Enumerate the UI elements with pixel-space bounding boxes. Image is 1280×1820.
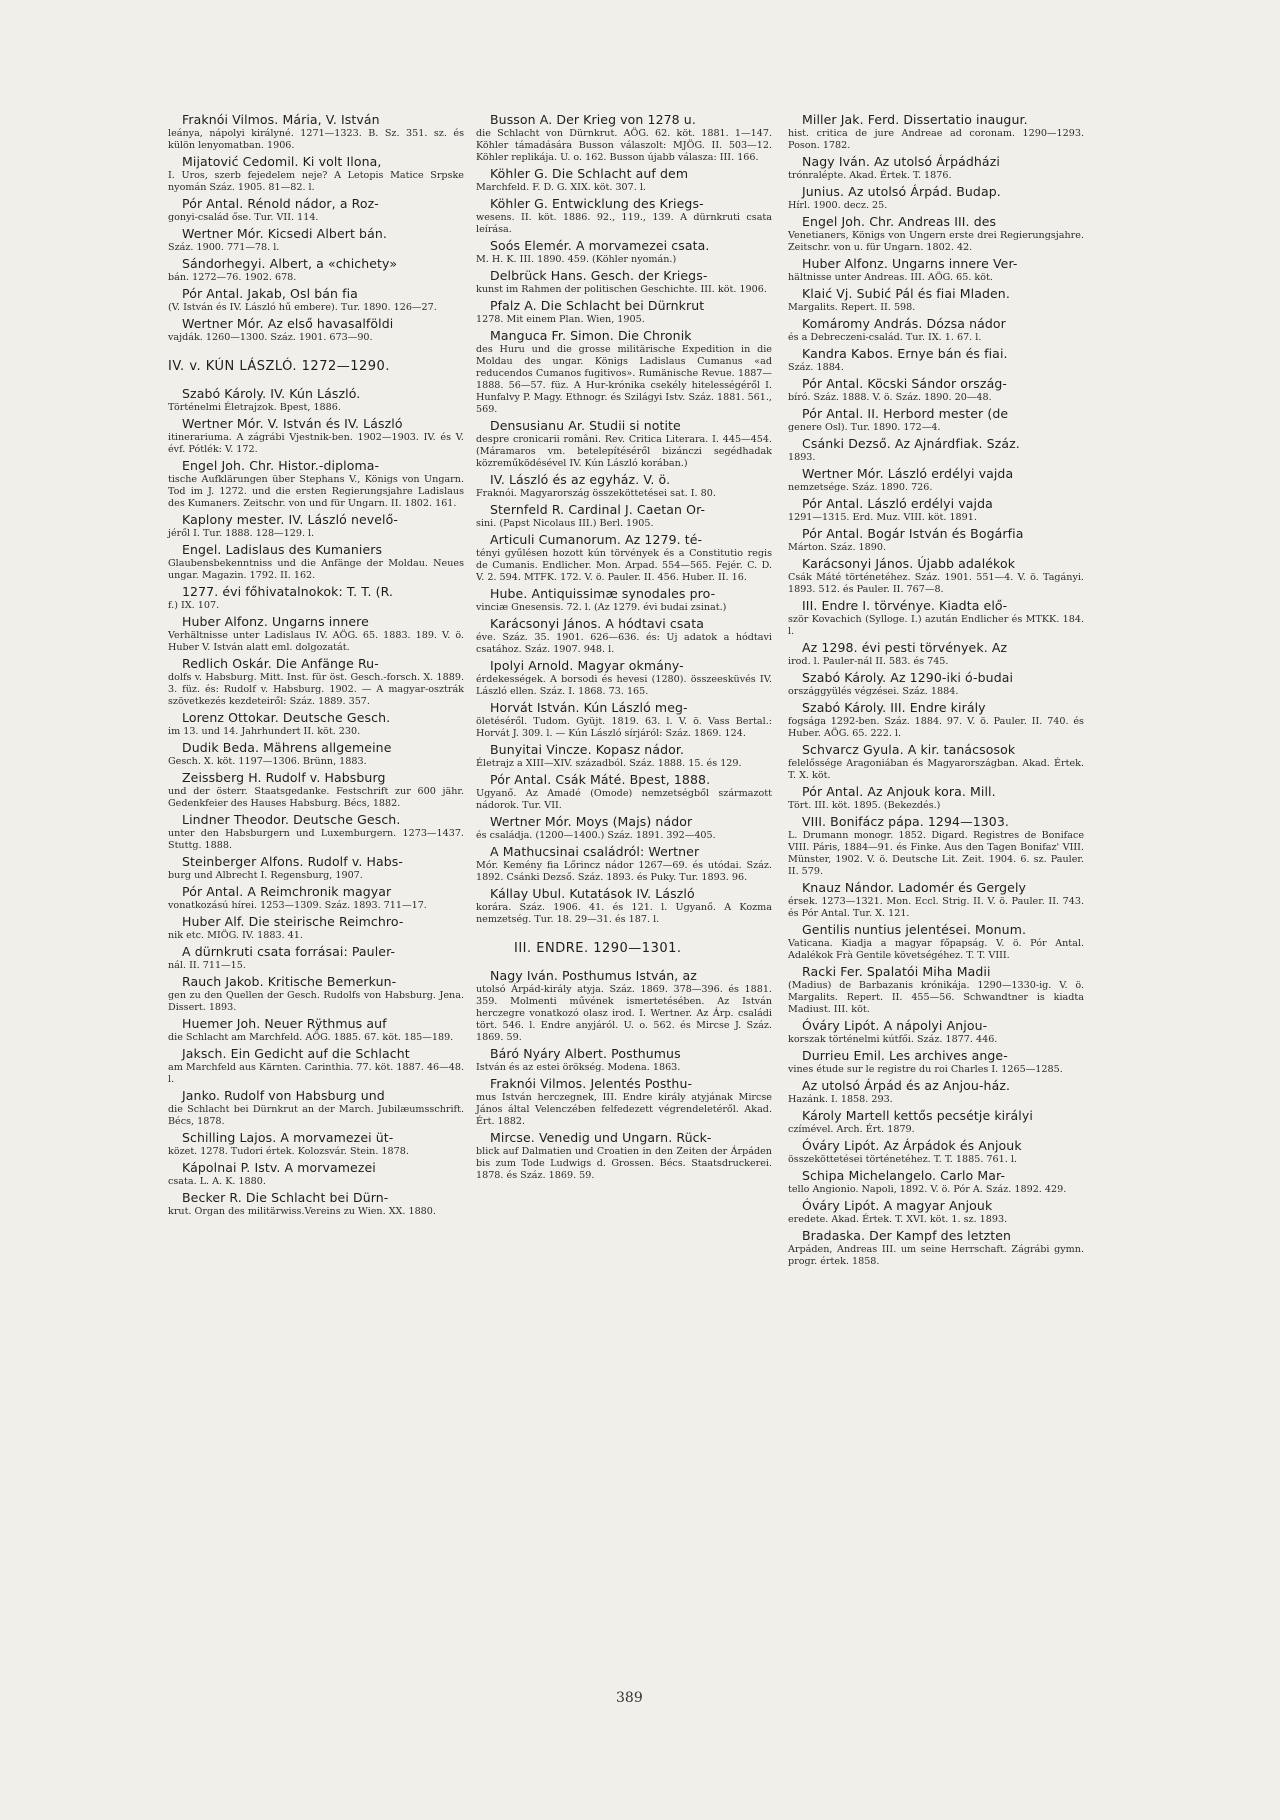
entry-details: tello Angionio. Napoli, 1892. V. ö. Pór A. Száz. 1892. 429. — [788, 1184, 1067, 1195]
bibliography-entry — [168, 884, 464, 912]
entry-heading: Articuli Cumanorum. Az 1279. té- — [490, 532, 703, 547]
entry-heading: Szabó Károly. IV. Kún László. — [182, 386, 361, 401]
entry-heading: Pór Antal. Jakab, Osl bán fia — [182, 286, 358, 301]
entry-details: érdekességek. A borsodi és hevesi (1280). összeesküvés IV. László ellen. Száz. I. 1868. 73. 165. — [476, 674, 772, 697]
entry-heading: Nagy Iván. Posthumus István, az — [490, 968, 697, 983]
entry-heading: Az 1298. évi pesti törvények. Az — [802, 640, 1008, 655]
entry-details: Márton. Száz. 1890. — [788, 542, 887, 553]
entry-details: gen zu den Quellen der Gesch. Rudolfs von Habsburg. Jena. Dissert. 1893. — [168, 990, 464, 1013]
entry-heading: Junius. Az utolsó Árpád. Budap. — [802, 184, 1001, 199]
entry-heading: Gentilis nuntius jelentései. Monum. — [802, 922, 1027, 937]
entry-heading: Durrieu Emil. Les archives ange- — [802, 1048, 1008, 1063]
bibliography-entry — [476, 1046, 772, 1074]
bibliography-entry — [168, 1016, 464, 1044]
entry-heading: Fraknói Vilmos. Mária, V. István — [182, 112, 380, 127]
entry-heading: Huber Alf. Die steirische Reimchro- — [182, 914, 404, 929]
entry-details: vines étude sur le registre du roi Charles I. 1265—1285. — [788, 1064, 1063, 1075]
entry-heading: 1277. évi főhivatalnokok: T. T. (R. — [182, 584, 394, 599]
bibliography-entry — [168, 196, 464, 224]
entry-details: unter den Habsburgern und Luxemburgern. 1273—1437. Stuttg. 1888. — [168, 828, 464, 851]
entry-heading: Dudik Beda. Mährens allgemeine — [182, 740, 392, 755]
entry-heading: Nagy Iván. Az utolsó Árpádházi — [802, 154, 1000, 169]
column-2 — [476, 112, 772, 1184]
bibliography-entry — [476, 502, 772, 530]
entry-details: és a Debreczeni-család. Tur. IX. 1. 67. l. — [788, 332, 982, 343]
entry-heading: Engel. Ladislaus des Kumaniers — [182, 542, 383, 557]
entry-heading: Zeissberg H. Rudolf v. Habsburg — [182, 770, 386, 785]
entry-details: jéről I. Tur. 1888. 128—129. l. — [168, 528, 315, 539]
entry-details: hältnisse unter Andreas. III. AÖG. 65. köt. — [788, 272, 993, 283]
entry-heading: Az utolsó Árpád és az Anjou-ház. — [802, 1078, 1011, 1093]
bibliography-entry — [476, 196, 772, 236]
entry-details: L. Drumann monogr. 1852. Digard. Registres de Boniface VIII. Páris, 1884—91. és Finke. Aus den Tagen Bonifaz' VIII. Münster, 1902. V. ö. Deutsche Lit. Zeit. 1904. 6. sz. Pauler. II. 579. — [788, 830, 1084, 877]
bibliography-entry — [476, 268, 772, 296]
bibliography-entry — [788, 1228, 1084, 1268]
entry-heading: Karácsonyi János. A hódtavi csata — [490, 616, 704, 631]
entry-details: nál. II. 711—15. — [168, 960, 246, 971]
entry-details: wesens. II. köt. 1886. 92., 119., 139. A dürnkruti csata leírása. — [476, 212, 772, 235]
entry-details: genere Osl). Tur. 1890. 172—4. — [788, 422, 941, 433]
entry-details: Hazánk. I. 1858. 293. — [788, 1094, 893, 1105]
entry-heading: Kandra Kabos. Ernye bán és fiai. — [802, 346, 1008, 361]
entry-details: éve. Száz. 35. 1901. 626—636. és: Uj adatok a hódtavi csatához. Száz. 1907. 948. l. — [476, 632, 772, 655]
entry-heading: Huemer Joh. Neuer Rÿthmus auf — [182, 1016, 387, 1031]
entry-heading: Wertner Mór. Kicsedi Albert bán. — [182, 226, 387, 241]
bibliography-entry — [788, 184, 1084, 212]
entry-heading: Klaić Vj. Subić Pál és fiai Mladen. — [802, 286, 1010, 301]
bibliography-entry — [168, 614, 464, 654]
bibliography-entry — [168, 458, 464, 510]
bibliography-entry — [788, 214, 1084, 254]
entry-heading: Lindner Theodor. Deutsche Gesch. — [182, 812, 401, 827]
entry-details: 1291—1315. Erd. Muz. VIII. köt. 1891. — [788, 512, 977, 523]
section-heading: IV. v. KÚN LÁSZLÓ. 1272—1290. — [168, 359, 390, 374]
entry-heading: Bradaska. Der Kampf des letzten — [802, 1228, 1012, 1243]
bibliography-entry — [168, 226, 464, 254]
entry-heading: Rauch Jakob. Kritische Bemerkun- — [182, 974, 397, 989]
bibliography-entry — [788, 286, 1084, 314]
entry-heading: Horvát István. Kún László meg- — [490, 700, 688, 715]
bibliography-entry — [476, 886, 772, 926]
bibliography-entry — [476, 1130, 772, 1182]
entry-details: 1893. — [788, 452, 816, 463]
entry-details: és családja. (1200—1400.) Száz. 1891. 392—405. — [476, 830, 716, 841]
bibliography-entry — [788, 346, 1084, 374]
entry-heading: Jaksch. Ein Gedicht auf die Schlacht — [182, 1046, 410, 1061]
entry-heading: Köhler G. Die Schlacht auf dem — [490, 166, 689, 181]
entry-details: felelőssége Aragoniában és Magyarországban. Akad. Értek. T. X. köt. — [788, 758, 1084, 781]
entry-heading: Ipolyi Arnold. Magyar okmány- — [490, 658, 684, 673]
entry-heading: Hube. Antiquissimæ synodales pro- — [490, 586, 716, 601]
entry-details: érsek. 1273—1321. Mon. Eccl. Strig. II. V. ö. Pauler. II. 743. és Pór Antal. Tur. X. 121. — [788, 896, 1084, 919]
entry-heading: Óváry Lipót. A magyar Anjouk — [802, 1198, 993, 1213]
entry-heading: Szabó Károly. Az 1290-iki ó-budai — [802, 670, 1014, 685]
bibliography-entry — [168, 1130, 464, 1158]
entry-details: (V. István és IV. László hű embere). Tur. 1890. 126—27. — [168, 302, 437, 313]
bibliography-entry — [168, 512, 464, 540]
entry-details: nik etc. MIÖG. IV. 1883. 41. — [168, 930, 303, 941]
entry-heading: IV. László és az egyház. V. ö. — [490, 472, 671, 487]
bibliography-entry — [168, 914, 464, 942]
bibliography-entry — [788, 1168, 1084, 1196]
entry-heading: Huber Alfonz. Ungarns innere Ver- — [802, 256, 1018, 271]
entry-details: gonyi-család őse. Tur. VII. 114. — [168, 212, 319, 223]
entry-details: czímével. Arch. Ért. 1879. — [788, 1124, 915, 1135]
bibliography-entry — [788, 466, 1084, 494]
bibliography-entry — [476, 658, 772, 698]
entry-details: 1278. Mit einem Plan. Wien, 1905. — [476, 314, 645, 325]
entry-heading: Pór Antal. Köcski Sándor ország- — [802, 376, 1007, 391]
entry-details: und der österr. Staatsgedanke. Festschrift zur 600 jähr. Gedenkfeier des Hauses Habsburg. Bécs, 1882. — [168, 786, 464, 809]
entry-details: bíró. Száz. 1888. V. ö. Száz. 1890. 20—48. — [788, 392, 992, 403]
entry-heading: Pór Antal. Az Anjouk kora. Mill. — [802, 784, 996, 799]
entry-heading: Bunyitai Vincze. Kopasz nádor. — [490, 742, 685, 757]
bibliography-entry — [476, 298, 772, 326]
entry-details: die Schlacht am Marchfeld. AÖG. 1885. 67. köt. 185—189. — [168, 1032, 454, 1043]
entry-heading: Knauz Nándor. Ladomér és Gergely — [802, 880, 1027, 895]
entry-details: vajdák. 1260—1300. Száz. 1901. 673—90. — [168, 332, 373, 343]
entry-heading: Schilling Lajos. A morvamezei üt- — [182, 1130, 394, 1145]
entry-heading: Pór Antal. A Reimchronik magyar — [182, 884, 392, 899]
bibliography-entry — [788, 742, 1084, 782]
entry-details: István és az estei örökség. Modena. 1863. — [476, 1062, 681, 1073]
bibliography-entry — [788, 1078, 1084, 1106]
bibliography-entry — [788, 376, 1084, 404]
entry-details: Ugyanő. Az Amadé (Omode) nemzetségből származott nádorok. Tur. VII. — [476, 788, 772, 811]
entry-heading: Engel Joh. Chr. Andreas III. des — [802, 214, 997, 229]
bibliography-entry — [168, 256, 464, 284]
bibliography-entry — [168, 740, 464, 768]
entry-details: tényi gyűlésen hozott kún törvények és a Constitutio regis de Cumanis. Endlicher. Mon. Arpad. 554—565. Fejér. C. D. V. 2. 594. MTFK. 172. V. ö. Pauler. II. 456. Huber. II. 16. — [476, 548, 772, 583]
bibliography-entry — [168, 1046, 464, 1086]
entry-details: korszak történelmi kútfői. Száz. 1877. 446. — [788, 1034, 998, 1045]
bibliography-entry — [788, 556, 1084, 596]
entry-details: f.) IX. 107. — [168, 600, 220, 611]
entry-details: Száz. 1900. 771—78. l. — [168, 242, 280, 253]
entry-details: blick auf Dalmatien und Croatien in den Zeiten der Árpáden bis zum Tode Ludwigs d. Grossen. Bécs. Staatsdruckerei. 1878. és Száz. 1869. 59. — [476, 1146, 772, 1181]
bibliography-entry — [476, 772, 772, 812]
bibliography-entry — [168, 112, 464, 152]
entry-heading: Szabó Károly. III. Endre király — [802, 700, 986, 715]
entry-details: közet. 1278. Tudori értek. Kolozsvár. Stein. 1878. — [168, 1146, 409, 1157]
entry-details: irod. l. Pauler-nál II. 583. és 745. — [788, 656, 949, 667]
entry-heading: Steinberger Alfons. Rudolf v. Habs- — [182, 854, 404, 869]
entry-details: leánya, nápolyi királyné. 1271—1323. B. Sz. 351. sz. és külön lenyomatban. 1906. — [168, 128, 464, 151]
entry-details: itinerariuma. A zágrábi Vjestnik-ben. 1902—1903. IV. és V. évf. Pótlék: V. 172. — [168, 432, 464, 455]
entry-details: im 13. und 14. Jahrhundert II. köt. 230. — [168, 726, 361, 737]
entry-heading: Fraknói Vilmos. Jelentés Posthu- — [490, 1076, 693, 1091]
bibliography-entry — [788, 1198, 1084, 1226]
bibliography-entry — [476, 472, 772, 500]
entry-details: Margalits. Repert. II. 598. — [788, 302, 916, 313]
entry-details: mus István herczegnek, III. Endre király atyjának Mircse János által Velenczében felfedezett végrendeletéről. Akad. Ért. 1882. — [476, 1092, 772, 1127]
entry-details: trónralépte. Akad. Értek. T. 1876. — [788, 170, 952, 181]
page-number: 389 — [616, 1690, 643, 1706]
entry-details: die Schlacht bei Dürnkrut an der March. Jubilæumsschrift. Bécs, 1878. — [168, 1104, 464, 1127]
bibliography-entry — [168, 316, 464, 344]
entry-details: fogsága 1292-ben. Száz. 1884. 97. V. ö. Pauler. II. 740. és Huber. AÖG. 65. 222. l. — [788, 716, 1084, 739]
bibliography-entry — [476, 418, 772, 470]
entry-heading: Soós Elemér. A morvamezei csata. — [490, 238, 710, 253]
bibliography-entry — [788, 640, 1084, 668]
entry-heading: VIII. Bonifácz pápa. 1294—1303. — [802, 814, 1009, 829]
bibliography-entry — [168, 710, 464, 738]
entry-heading: Engel Joh. Chr. Histor.-diploma- — [182, 458, 380, 473]
entry-heading: Pór Antal. László erdélyi vajda — [802, 496, 993, 511]
entry-heading: Wertner Mór. V. István és IV. László — [182, 416, 403, 431]
entry-details: hist. critica de jure Andreae ad coronam. 1290—1293. Poson. 1782. — [788, 128, 1084, 151]
entry-heading: Karácsonyi János. Újabb adalékok — [802, 556, 1016, 571]
entry-details: vinciæ Gnesensis. 72. l. (Az 1279. évi budai zsinat.) — [476, 602, 727, 613]
bibliography-entry — [788, 406, 1084, 434]
entry-details: burg und Albrecht I. Regensburg, 1907. — [168, 870, 363, 881]
bibliography-entry — [168, 974, 464, 1014]
entry-heading: Schvarcz Gyula. A kir. tanácsosok — [802, 742, 1016, 757]
entry-heading: Kaplony mester. IV. László nevelő- — [182, 512, 398, 527]
entry-heading: Huber Alfonz. Ungarns innere — [182, 614, 369, 629]
entry-details: csata. L. A. K. 1880. — [168, 1176, 266, 1187]
entry-details: bán. 1272—76. 1902. 678. — [168, 272, 297, 283]
entry-heading: Báró Nyáry Albert. Posthumus — [490, 1046, 681, 1061]
bibliography-entry — [476, 814, 772, 842]
entry-heading: Busson A. Der Krieg von 1278 u. — [490, 112, 696, 127]
bibliography-entry — [168, 944, 464, 972]
entry-details: nemzetsége. Száz. 1890. 726. — [788, 482, 933, 493]
entry-heading: Mijatović Cedomil. Ki volt Ilona, — [182, 154, 382, 169]
bibliography-entry — [788, 1108, 1084, 1136]
entry-heading: Delbrück Hans. Gesch. der Kriegs- — [490, 268, 708, 283]
entry-details: Gesch. X. köt. 1197—1306. Brünn, 1883. — [168, 756, 367, 767]
entry-heading: Pór Antal. Rénold nádor, a Roz- — [182, 196, 379, 211]
entry-details: Életrajz a XIII—XIV. századból. Száz. 1888. 15. és 129. — [476, 758, 742, 769]
bibliography-entry — [788, 670, 1084, 698]
entry-details: Verhältnisse unter Ladislaus IV. AÖG. 65. 1883. 189. V. ö. Huber V. István alatt eml. dolgozatát. — [168, 630, 464, 653]
entry-heading: Pór Antal. Csák Máté. Bpest, 1888. — [490, 772, 711, 787]
entry-heading: A Mathucsinai családról: Wertner — [490, 844, 700, 859]
entry-details: Mór. Kemény fia Lőrincz nádor 1267—69. és utódai. Száz. 1892. Csánki Dezső. Száz. 1893. és Puky. Tur. 1893. 96. — [476, 860, 772, 883]
bibliography-entry — [168, 656, 464, 708]
column-1 — [168, 112, 464, 1220]
entry-heading: Sándorhegyi. Albert, a «chichety» — [182, 256, 398, 271]
bibliography-entry — [476, 742, 772, 770]
bibliography-entry — [168, 1088, 464, 1128]
bibliography-entry — [788, 880, 1084, 920]
bibliography-entry — [168, 1190, 464, 1218]
entry-details: I. Uros, szerb fejedelem neje? A Letopis Matice Srpske nyomán Száz. 1905. 81—82. l. — [168, 170, 464, 193]
bibliography-entry — [168, 286, 464, 314]
entry-heading: Pór Antal. II. Herbord mester (de — [802, 406, 1009, 421]
bibliography-entry — [168, 770, 464, 810]
entry-heading: Janko. Rudolf von Habsburg und — [182, 1088, 385, 1103]
entry-details: eredete. Akad. Értek. T. XVI. köt. 1. sz. 1893. — [788, 1214, 1008, 1225]
bibliography-entry — [788, 526, 1084, 554]
entry-details: Száz. 1884. — [788, 362, 844, 373]
bibliography-entry — [476, 844, 772, 884]
bibliography-entry — [168, 1160, 464, 1188]
bibliography-entry — [788, 964, 1084, 1016]
bibliography-entry — [788, 316, 1084, 344]
entry-heading: Becker R. Die Schlacht bei Dürn- — [182, 1190, 389, 1205]
entry-details: Venetianers, Königs von Ungern erste drei Regierungsjahre. Zeitschr. von u. für Ungarn. 1802. 42. — [788, 230, 1084, 253]
entry-heading: III. Endre I. törvénye. Kiadta elő- — [802, 598, 1008, 613]
entry-details: Vaticana. Kiadja a magyar főpapság. V. ö. Pór Antal. Adalékok Frà Gentile követségéhez. T. T. VIII. — [788, 938, 1084, 961]
bibliography-entry — [476, 166, 772, 194]
entry-details: (Madius) de Barbazanis krónikája. 1290—1330-ig. V. ö. Margalits. Repert. II. 455—56. Schwandtner is kiadta Madiust. III. köt. — [788, 980, 1084, 1015]
bibliography-entry — [168, 854, 464, 882]
bibliography-entry — [788, 784, 1084, 812]
entry-details: Hírl. 1900. decz. 25. — [788, 200, 888, 211]
bibliography-entry — [788, 1138, 1084, 1166]
bibliography-entry — [168, 416, 464, 456]
entry-details: Tört. III. köt. 1895. (Bekezdés.) — [788, 800, 941, 811]
section-heading: III. ENDRE. 1290—1301. — [514, 941, 682, 956]
bibliography-entry — [476, 700, 772, 740]
entry-details: Arpáden, Andreas III. um seine Herrschaft. Zágrábi gymn. progr. értek. 1858. — [788, 1244, 1084, 1267]
bibliography-entry — [476, 112, 772, 164]
entry-details: vonatkozású hírei. 1253—1309. Száz. 1893. 711—17. — [168, 900, 427, 911]
entry-details: kunst im Rahmen der politischen Geschichte. III. köt. 1906. — [476, 284, 767, 295]
entry-heading: Schipa Michelangelo. Carlo Mar- — [802, 1168, 1006, 1183]
bibliography-entry — [476, 1076, 772, 1128]
entry-heading: Komáromy András. Dózsa nádor — [802, 316, 1006, 331]
bibliography-entry — [788, 256, 1084, 284]
bibliography-entry — [476, 532, 772, 584]
entry-details: Marchfeld. F. D. G. XIX. köt. 307. l. — [476, 182, 646, 193]
entry-heading: Óváry Lipót. A nápolyi Anjou- — [802, 1018, 988, 1033]
bibliography-entry — [168, 812, 464, 852]
entry-heading: Károly Martell kettős pecsétje királyi — [802, 1108, 1033, 1123]
bibliography-entry — [476, 616, 772, 656]
entry-heading: Mircse. Venedig und Ungarn. Rück- — [490, 1130, 712, 1145]
entry-heading: Köhler G. Entwicklung des Kriegs- — [490, 196, 704, 211]
bibliography-entry — [788, 154, 1084, 182]
entry-heading: Lorenz Ottokar. Deutsche Gesch. — [182, 710, 391, 725]
entry-details: Glaubensbekenntniss und die Anfänge der Moldau. Neues ungar. Magazin. 1792. II. 162. — [168, 558, 464, 581]
bibliography-entry — [168, 542, 464, 582]
entry-heading: Kápolnai P. Istv. A morvamezei — [182, 1160, 376, 1175]
entry-heading: Csánki Dezső. Az Ajnárdfiak. Száz. — [802, 436, 1020, 451]
entry-details: összeköttetései történetéhez. T. T. 1885. 761. l. — [788, 1154, 1017, 1165]
entry-details: öletéséről. Tudom. Gyüjt. 1819. 63. l. V. ö. Vass Bertal.: Horvát J. 309. l. — Kún László sírjáról: Száz. 1869. 124. — [476, 716, 772, 739]
entry-details: Csák Máté történetéhez. Száz. 1901. 551—4. V. ö. Tagányi. 1893. 512. és Pauler. II. 767—8. — [788, 572, 1084, 595]
entry-details: dolfs v. Habsburg. Mitt. Inst. für öst. Gesch.-forsch. X. 1889. 3. füz. és: Rudolf v. Habsburg. 1902. — A magyar-osztrák szövetkezés kezdeteiről: Száz. 1889. 357. — [168, 672, 464, 707]
bibliography-entry — [476, 328, 772, 416]
entry-details: despre cronicarii români. Rev. Critica Literara. I. 445—454. (Máramaros vm. betelepítéséről bizánczi segédhadak közreműködésével IV. Kún László korában.) — [476, 434, 772, 469]
entry-details: die Schlacht von Dürnkrut. AÖG. 62. köt. 1881. 1—147. Köhler támadására Busson válaszolt: MJÖG. II. 503—12. Köhler replikája. U. o. 162. Busson újabb válasza: III. 166. — [476, 128, 772, 163]
entry-heading: Miller Jak. Ferd. Dissertatio inaugur. — [802, 112, 1028, 127]
bibliography-entry — [476, 968, 772, 1044]
entry-heading: Sternfeld R. Cardinal J. Caetan Or- — [490, 502, 706, 517]
entry-details: tische Aufklärungen über Stephans V., Königs von Ungarn. Tod im J. 1272. und die ersten Regierungsjahre Ladislaus des Kumaners. Zeitschr. von und für Ungarn. II. 1802. 161. — [168, 474, 464, 509]
entry-heading: Manguca Fr. Simon. Die Chronik — [490, 328, 692, 343]
bibliography-entry — [476, 586, 772, 614]
bibliography-entry — [788, 700, 1084, 740]
bibliography-entry — [788, 436, 1084, 464]
entry-details: Történelmi Életrajzok. Bpest, 1886. — [168, 402, 341, 413]
entry-details: Fraknói. Magyarország összeköttetései sat. I. 80. — [476, 488, 716, 499]
entry-details: des Huru und die grosse militärische Expedition in die Moldau des ungar. Königs Ladislaus Cumanus «ad reducendos Cumanos fugitivos». Rumänische Revue. 1887—1888. 56—57. füz. A Hur-krónika csekély hitelességéről I. Hunfalvy P. Magy. Ethnogr. és Szilágyi Istv. Száz. 1881. 561., 569. — [476, 344, 772, 415]
entry-details: krut. Organ des militärwiss.Vereins zu Wien. XX. 1880. — [168, 1206, 436, 1217]
entry-heading: Racki Fer. Spalatói Miha Madii — [802, 964, 991, 979]
entry-details: országgyülés végzései. Száz. 1884. — [788, 686, 959, 697]
bibliography-entry — [788, 922, 1084, 962]
entry-heading: Kállay Ubul. Kutatások IV. László — [490, 886, 695, 901]
entry-details: korára. Száz. 1906. 41. és 121. l. Ugyanő. A Kozma nemzetség. Tur. 18. 29—31. és 187. l. — [476, 902, 772, 925]
bibliography-entry — [788, 1048, 1084, 1076]
bibliography-entry — [788, 598, 1084, 638]
entry-details: ször Kovachich (Sylloge. I.) azután Endlicher és MTKK. 184. l. — [788, 614, 1084, 637]
bibliography-entry — [476, 238, 772, 266]
bibliography-entry — [168, 154, 464, 194]
entry-heading: Wertner Mór. Az első havasalföldi — [182, 316, 394, 331]
bibliography-entry — [168, 584, 464, 612]
bibliography-entry — [788, 1018, 1084, 1046]
entry-details: am Marchfeld aus Kärnten. Carinthia. 77. köt. 1887. 46—48. l. — [168, 1062, 464, 1085]
entry-heading: Óváry Lipót. Az Árpádok és Anjouk — [802, 1138, 1022, 1153]
entry-details: sini. (Papst Nicolaus III.) Berl. 1905. — [476, 518, 654, 529]
entry-heading: Pór Antal. Bogár István és Bogárfia — [802, 526, 1024, 541]
entry-details: utolsó Árpád-király atyja. Száz. 1869. 378—396. és 1881. 359. Molmenti művének ismertetésében. Az István herczegre vonatkozó olasz irod. I. Wertner. Az Árp. családi tört. 546. l. Endre anyjáról. U. o. 562. és Mircse J. Száz. 1869. 59. — [476, 984, 772, 1043]
bibliography-entry — [168, 386, 464, 414]
entry-heading: Wertner Mór. Moys (Majs) nádor — [490, 814, 693, 829]
entry-heading: Wertner Mór. László erdélyi vajda — [802, 466, 1014, 481]
bibliography-entry — [788, 814, 1084, 878]
entry-heading: A dürnkruti csata forrásai: Pauler- — [182, 944, 396, 959]
bibliography-entry — [788, 112, 1084, 152]
bibliography-entry — [788, 496, 1084, 524]
entry-heading: Densusianu Ar. Studii si notite — [490, 418, 681, 433]
entry-details: M. H. K. III. 1890. 459. (Köhler nyomán.) — [476, 254, 677, 265]
entry-heading: Pfalz A. Die Schlacht bei Dürnkrut — [490, 298, 705, 313]
entry-heading: Redlich Oskár. Die Anfänge Ru- — [182, 656, 379, 671]
column-3 — [788, 112, 1084, 1270]
